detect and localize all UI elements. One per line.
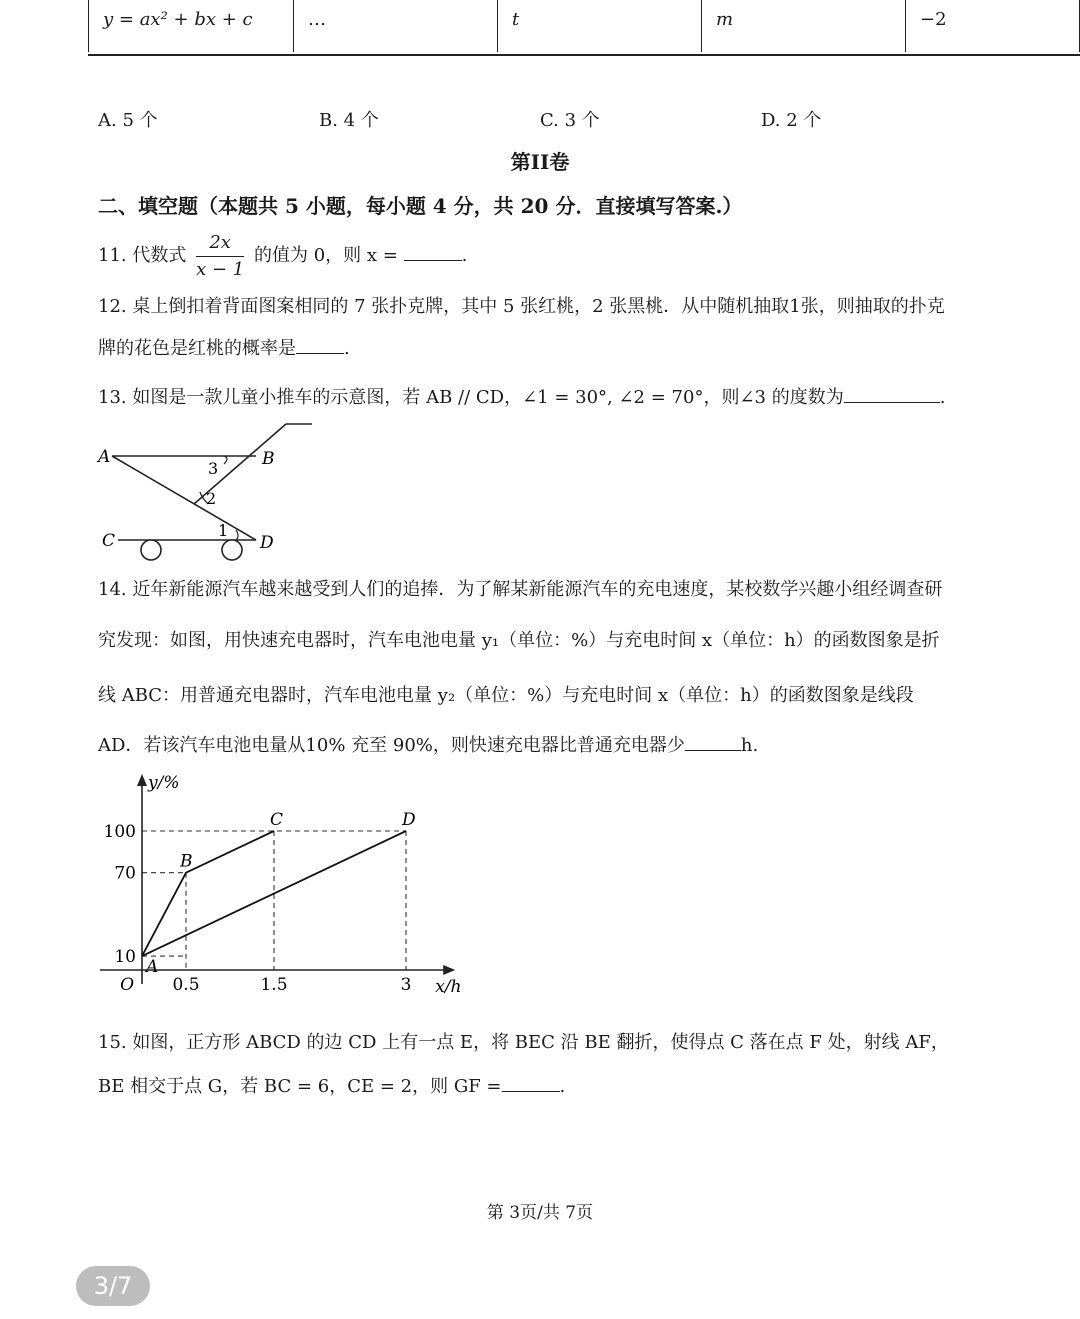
- wheel-right: [222, 540, 242, 560]
- origin-label: O: [120, 975, 134, 995]
- question-14-line2: 究发现：如图，用快速充电器时，汽车电池电量 y₁（单位：%）与充电时间 x（单位：h）的函数图象是折: [98, 630, 940, 651]
- angle-2-label: 2: [206, 489, 217, 508]
- y-axis-label: y/%: [148, 773, 180, 793]
- question-13: [98, 383, 945, 409]
- q13-end: .: [939, 387, 946, 408]
- point-label-c: C: [270, 810, 284, 830]
- x-axis-arrow: [443, 965, 455, 975]
- q15-end: .: [559, 1076, 566, 1097]
- y-tick-label-10: 10: [114, 947, 136, 968]
- chart-labels: [104, 773, 462, 997]
- y-axis-arrow: [137, 774, 147, 786]
- label-a: A: [98, 447, 111, 467]
- table-cell-m: m: [701, 0, 905, 52]
- label-b: B: [262, 449, 275, 469]
- q15-answer-blank[interactable]: [502, 1073, 560, 1092]
- x-tick-label-3: 3: [400, 975, 412, 995]
- q14-line4-text: AD．若该汽车电池电量从10% 充至 90%，则快速充电器比普通充电器少: [98, 735, 685, 756]
- point-label-b: B: [180, 851, 193, 872]
- point-label-a: A: [146, 957, 159, 978]
- q13-text: 13. 如图是一款儿童小推车的示意图，若 AB // CD，∠1 = 30°, ∠2 = 70°，则∠3 的度数为: [98, 387, 844, 408]
- table-cell-minus-two: −2: [905, 0, 1080, 52]
- y-tick-label-70: 70: [114, 863, 136, 884]
- angle-1-label: 1: [218, 521, 229, 540]
- point-label-d: D: [402, 810, 416, 830]
- angle-1-arc: [236, 530, 238, 540]
- q12-end: .: [344, 338, 350, 359]
- q13-answer-blank[interactable]: [844, 384, 940, 403]
- question-15-line2: [98, 1072, 565, 1098]
- question-14-line1: 14. 近年新能源汽车越来越受到人们的追捧．为了解某新能源汽车的充电速度，某校数学兴趣小组经调查研: [98, 579, 943, 600]
- section-title: 第II卷: [510, 150, 570, 174]
- angle-3-arc: [224, 456, 227, 464]
- value-table-fragment: [88, 0, 1080, 56]
- q12-line2-text: 牌的花色是红桃的概率是: [98, 338, 296, 359]
- q15-line2-text: BE 相交于点 G，若 BC = 6，CE = 2，则 GF =: [98, 1076, 502, 1097]
- page-footer: 第 3页/共 7页: [486, 1203, 594, 1223]
- question-14-line3: 线 ABC：用普通充电器时，汽车电池电量 y₂（单位：%）与充电时间 x（单位：h）的函数图象是线段: [98, 685, 914, 706]
- q14-answer-blank[interactable]: [685, 732, 741, 751]
- x-tick-label-1.5: 1.5: [260, 975, 288, 995]
- chart-axes: [100, 774, 455, 984]
- x-axis-label: x/h: [435, 977, 462, 997]
- question-14-line4: [98, 731, 758, 757]
- series-abc: [142, 831, 274, 956]
- question-12-line2: [98, 334, 350, 360]
- q11-prefix: 11. 代数式: [98, 245, 187, 266]
- q11-fraction: [196, 230, 244, 283]
- option-a: A. 5 个: [98, 110, 158, 131]
- option-d: D. 2 个: [761, 110, 822, 131]
- q12-answer-blank[interactable]: [296, 335, 344, 354]
- q11-numerator: 2x: [196, 230, 244, 257]
- question-15-line1: 15. 如图，正方形 ABCD 的边 CD 上有一点 E，将 BEC 沿 BE 翻折，使得点 C 落在点 F 处，射线 AF，: [98, 1032, 949, 1053]
- page-indicator[interactable]: 3/7: [76, 1266, 150, 1306]
- table-cell-function: y = ax² + bx + c: [88, 0, 293, 52]
- q11-answer-blank[interactable]: [404, 242, 462, 261]
- question-11: [98, 228, 467, 284]
- option-c: C. 3 个: [540, 110, 600, 131]
- option-b: B. 4 个: [319, 110, 379, 131]
- label-d: D: [260, 533, 274, 553]
- wheel-left: [141, 540, 161, 560]
- table-cell-t: t: [497, 0, 701, 52]
- section-heading: 二、填空题（本题共 5 小题，每小题 4 分，共 20 分．直接填写答案.）: [98, 194, 743, 218]
- q11-end: .: [461, 245, 468, 266]
- charging-chart: [96, 770, 462, 1002]
- answer-options: [98, 106, 998, 134]
- table-cell-ellipsis: …: [293, 0, 497, 52]
- q11-suffix: 的值为 0，则 x =: [253, 245, 398, 266]
- stroller-figure: [96, 418, 326, 568]
- q14-end: h.: [740, 735, 759, 756]
- angle-3-label: 3: [208, 459, 219, 478]
- q11-denominator: x − 1: [196, 258, 245, 280]
- question-12-line1: 12. 桌上倒扣着背面图案相同的 7 张扑克牌，其中 5 张红桃，2 张黑桃．从中随机抽取1张，则抽取的扑克: [98, 296, 945, 317]
- y-tick-label-100: 100: [103, 822, 136, 842]
- label-c: C: [102, 531, 116, 551]
- x-tick-label-0.5: 0.5: [172, 975, 200, 995]
